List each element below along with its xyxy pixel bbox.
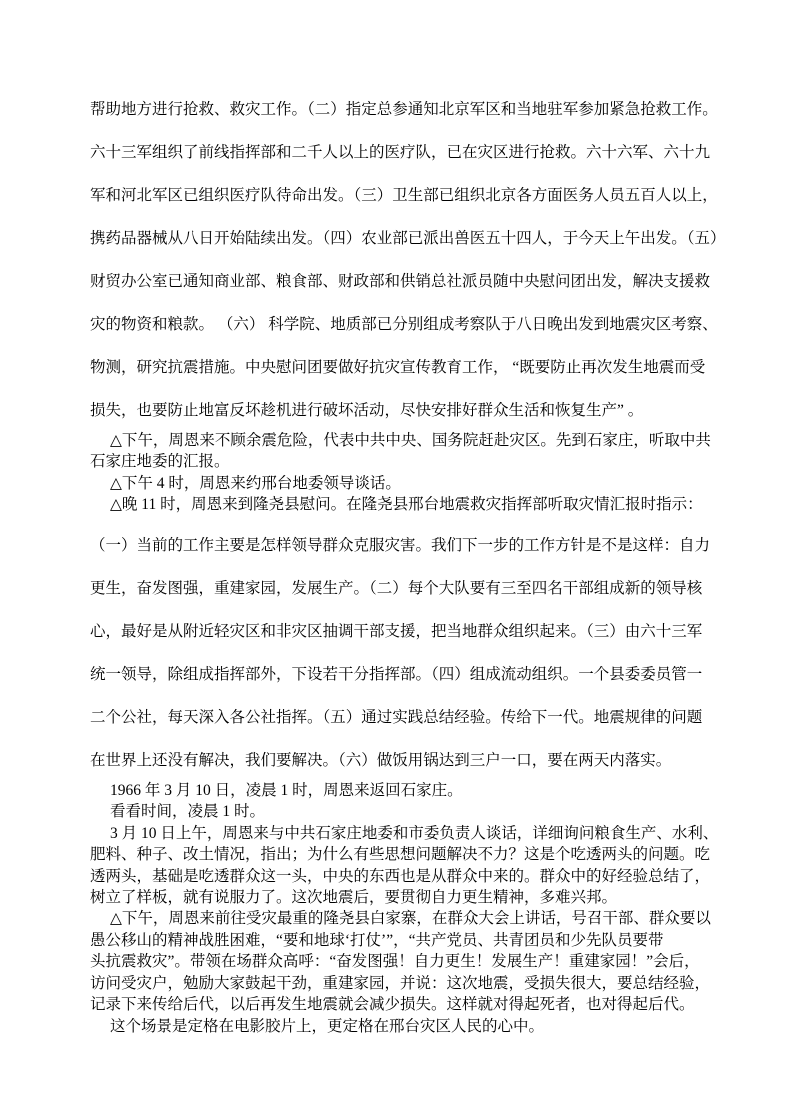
text-line: 军和河北军区已组织医疗队待命出发。（三）卫生部已组织北京各方面医务人员五百人以上，: [90, 187, 718, 204]
text-line: 愚公移山的精神战胜困难，“要和地球‘打仗’”，“共产党员、共青团员和少先队员要带: [90, 931, 664, 949]
text-line: 更生，奋发图强，重建家园，发展生产。（二）每个大队要有三至四名干部组成新的领导核: [90, 579, 703, 597]
text-line: △下午，周恩来不顾余震危险，代表中共中央、国务院赶赴灾区。先到石家庄，听取中共: [110, 432, 711, 449]
text-line: 树立了样板，就有说服力了。这次地震后，要贯彻自力更生精神，多难兴邦。: [90, 888, 618, 906]
text-line: 透两头，基础是吃透群众这一头，中央的东西也是从群众中来的。群众中的好经验总结了，: [90, 867, 711, 885]
text-line: 石家庄地委的汇报。: [90, 453, 230, 471]
text-line: 这个场景是定格在电影胶片上，更定格在邢台灾区人民的心中。: [110, 1017, 545, 1035]
text-line: 看看时间，凌晨 1 时。: [110, 803, 266, 821]
text-line: △晚 11 时，周恩来到隆尧县慰问。在隆尧县邢台地震救灾指挥部听取灾情汇报时指示：: [110, 496, 703, 514]
paragraph-march-10: [90, 780, 735, 1037]
text-line: 物测，研究抗震措施。中央慰问团要做好抗灾宣传教育工作， “既要防止再次发生地震而受: [90, 359, 706, 376]
text-line: △下午，周恩来前往受灾最重的隆尧县白家寨，在群众大会上讲话，号召干部、群众要以: [110, 910, 711, 928]
paragraph-afternoon-visits: [90, 430, 735, 516]
text-line: （一）当前的工作主要是怎样领导群众克服灾害。我们下一步的工作方针是不是这样：自力: [90, 536, 711, 554]
document-body: [90, 88, 735, 1037]
text-line: 灾的物资和粮款。 （六） 科学院、地质部已分别组成考察队于八日晚出发到地震灾区考察、: [90, 316, 718, 333]
paragraph-six-instructions: [90, 524, 735, 782]
text-line: 二个公社，每天深入各公社指挥。（五）通过实践总结经验。传给下一代。地震规律的问题: [90, 708, 703, 726]
text-line: 损失，也要防止地富反坏趁机进行破坏活动，尽快安排好群众生活和恢复生产” 。: [90, 402, 644, 419]
text-line: 携药品器械从八日开始陆续出发。（四）农业部已派出兽医五十四人，于今天上午出发。（五）: [90, 230, 726, 247]
text-line: 3 月 10 日上午，周恩来与中共石家庄地委和市委负责人谈话，详细询问粮食生产、水利、: [110, 824, 719, 842]
text-line: △下午 4 时，周恩来约邢台地委领导谈话。: [110, 474, 401, 492]
text-line: 头抗震救灾”。带领在场群众高呼：“奋发图强！自力更生！发展生产！重建家园！”会后，: [90, 953, 700, 971]
text-line: 1966 年 3 月 10 日，凌晨 1 时，周恩来返回石家庄。: [110, 781, 463, 799]
text-line: 帮助地方进行抢救、救灾工作。（二）指定总参通知北京军区和当地驻军参加紧急抢救工作。: [90, 101, 718, 118]
text-line: 六十三军组织了前线指挥部和二千人以上的医疗队，已在灾区进行抢救。六十六军、六十九: [90, 144, 711, 161]
text-line: 记录下来传给后代，以后再发生地震就会减少损失。这样就对得起死者，也对得起后代。: [90, 996, 695, 1014]
text-line: 访问受灾户，勉励大家鼓起干劲，重建家园，并说：这次地震，受损失很大，要总结经验，: [90, 974, 711, 992]
text-line: 心，最好是从附近轻灾区和非灾区抽调干部支援，把当地群众组织起来。（三）由六十三军: [90, 622, 703, 640]
text-line: 在世界上还没有解决，我们要解决。（六）做饭用锅达到三户一口，要在两天内落实。: [90, 751, 672, 769]
text-line: 肥料、种子、改土情况，指出；为什么有些思想问题解决不力？这是个吃透两头的问题。吃: [90, 846, 711, 864]
text-line: 财贸办公室已通知商业部、粮食部、财政部和供销总社派员随中央慰问团出发，解决支援救: [90, 273, 711, 290]
paragraph-rescue-deployment: [90, 88, 735, 432]
text-line: 统一领导，除组成指挥部外，下设若干分指挥部。（四）组成流动组织。一个县委委员管一: [90, 665, 703, 683]
